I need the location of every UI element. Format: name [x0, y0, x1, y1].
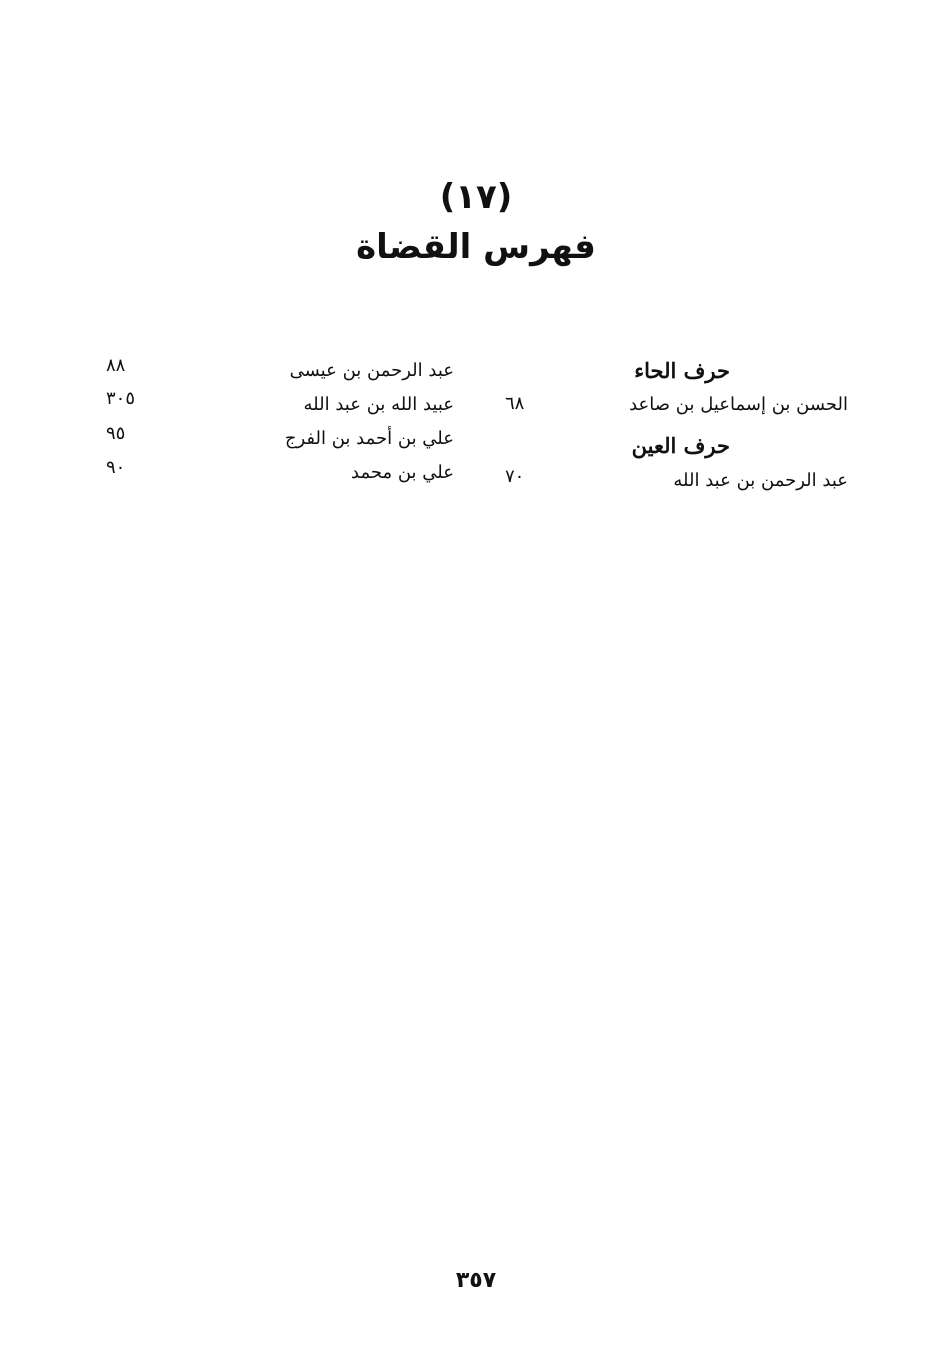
- chapter-title: فهرس القضاة: [356, 227, 596, 267]
- entry-page-number: ٨٨: [106, 355, 126, 376]
- entry-page-number: ٩٥: [106, 423, 126, 444]
- section-heading-haa: حرف الحاء: [634, 358, 730, 383]
- entry-page-number: ٩٠: [106, 457, 126, 478]
- entry-name: عبيد الله بن عبد الله: [303, 394, 454, 415]
- entry-name: الحسن بن إسماعيل بن صاعد: [629, 394, 848, 415]
- entry-name: علي بن محمد: [351, 462, 454, 483]
- entry-page-number: ٦٨: [505, 393, 525, 414]
- entry-page-number: ٣٠٥: [106, 388, 136, 409]
- entry-page-number: ٧٠: [505, 466, 525, 487]
- chapter-number: (١٧): [439, 177, 513, 217]
- entry-name: علي بن أحمد بن الفرج: [284, 428, 454, 449]
- entry-name: عبد الرحمن بن عبد الله: [673, 470, 848, 491]
- entry-name: عبد الرحمن بن عيسى: [289, 360, 454, 381]
- page-number: ٣٥٧: [455, 1268, 497, 1293]
- section-heading-ain: حرف العين: [631, 433, 730, 458]
